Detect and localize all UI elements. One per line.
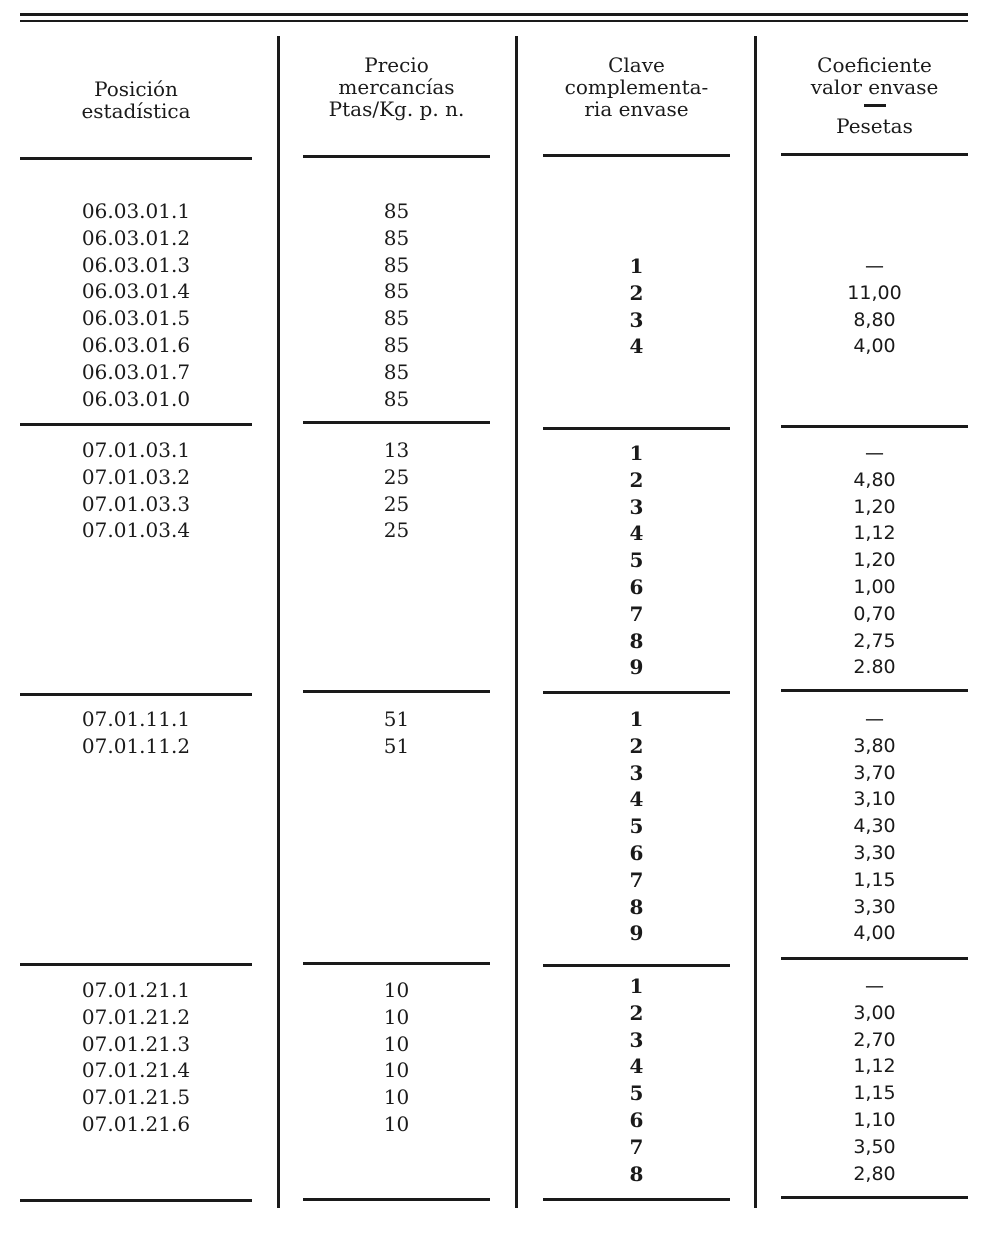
header-rule	[20, 157, 252, 160]
group-rule	[781, 957, 968, 960]
posicion-cell: 07.01.11.1	[81, 707, 191, 731]
coeficiente-cell: 1,00	[853, 575, 896, 598]
coeficiente-cell: 4,80	[853, 468, 896, 491]
coeficiente-cell: 1,12	[853, 522, 896, 545]
posicion-cell: 07.01.03.3	[81, 491, 191, 516]
group-4-coeficiente	[781, 973, 968, 1187]
posicion-cell: 07.01.21.3	[81, 1031, 191, 1056]
posicion-cell: 06.03.01.6	[81, 332, 191, 357]
clave-cell: 9	[629, 921, 644, 946]
group-2-precio	[303, 437, 490, 544]
group-1-coeficiente	[781, 253, 968, 360]
header-rule	[303, 155, 490, 158]
group-4-clave	[543, 973, 730, 1187]
clave-cell: 7	[629, 867, 644, 892]
coeficiente-cell: 4,30	[853, 815, 896, 838]
coeficiente-cell: 3,70	[853, 761, 896, 784]
column-divider	[515, 36, 518, 1208]
precio-cell: 25	[383, 491, 410, 516]
header-rule	[543, 154, 730, 157]
posicion-cell: 07.01.21.6	[81, 1111, 191, 1136]
coeficiente-cell: 3,30	[853, 841, 896, 864]
group-rule	[543, 427, 730, 430]
precio-cell: 13	[383, 438, 410, 462]
group-1-posicion	[20, 198, 252, 412]
group-2-clave	[543, 440, 730, 681]
precio-cell: 25	[383, 464, 410, 489]
coeficiente-cell: 2,80	[853, 1162, 896, 1185]
bottom-rule	[20, 1199, 252, 1202]
coeficiente-cell: 3,00	[853, 1001, 896, 1024]
precio-cell: 10	[383, 1058, 410, 1083]
precio-cell: 85	[383, 279, 410, 304]
coeficiente-cell: 2.80	[853, 656, 896, 679]
group-rule	[20, 963, 252, 966]
coeficiente-cell: 3,30	[853, 895, 896, 918]
clave-cell: 7	[629, 601, 644, 626]
posicion-cell: 07.01.21.5	[81, 1085, 191, 1110]
clave-cell: 1	[629, 974, 644, 998]
precio-cell: 10	[383, 1004, 410, 1029]
posicion-cell: 06.03.01.5	[81, 306, 191, 331]
column-divider	[277, 36, 280, 1208]
posicion-cell: 07.01.03.1	[81, 438, 191, 462]
group-rule	[781, 425, 968, 428]
posicion-cell: 07.01.21.4	[81, 1058, 191, 1083]
precio-cell: 25	[383, 518, 410, 543]
group-rule	[303, 690, 490, 693]
posicion-cell: 06.03.01.7	[81, 359, 191, 384]
clave-cell: 8	[629, 1161, 644, 1186]
coeficiente-cell: 3,80	[853, 734, 896, 757]
precio-cell: 10	[383, 1031, 410, 1056]
posicion-cell: 06.03.01.3	[81, 252, 191, 277]
coeficiente-cell: 3,10	[853, 788, 896, 811]
clave-cell: 2	[629, 733, 644, 758]
group-rule	[543, 964, 730, 967]
clave-cell: 4	[629, 334, 644, 359]
coeficiente-cell: 8,80	[853, 308, 896, 331]
bottom-rule	[303, 1198, 490, 1201]
header-rule	[781, 153, 968, 156]
clave-cell: 5	[629, 548, 644, 573]
clave-cell: 4	[629, 787, 644, 812]
group-rule	[20, 693, 252, 696]
group-rule	[303, 421, 490, 424]
coeficiente-cell: 0,70	[853, 602, 896, 625]
precio-cell: 85	[383, 359, 410, 384]
clave-cell: 3	[629, 307, 644, 332]
header-dash	[864, 104, 886, 107]
coeficiente-cell: 1,15	[853, 1082, 896, 1105]
precio-cell: 10	[383, 1111, 410, 1136]
coeficiente-cell: 1,12	[853, 1055, 896, 1078]
top-rule-thin	[20, 20, 968, 22]
coeficiente-cell: 2,75	[853, 629, 896, 652]
posicion-cell: 06.03.01.0	[81, 386, 191, 411]
clave-cell: 6	[629, 840, 644, 865]
clave-cell: 6	[629, 574, 644, 599]
clave-cell: 1	[629, 707, 644, 731]
group-4-precio	[303, 977, 490, 1138]
clave-cell: 5	[629, 814, 644, 839]
posicion-cell: 06.03.01.1	[81, 199, 191, 223]
group-2-coeficiente	[781, 440, 968, 681]
top-rule	[20, 13, 968, 16]
coeficiente-cell: 1,10	[853, 1108, 896, 1131]
precio-cell: 85	[383, 306, 410, 331]
coeficiente-cell: 4,00	[853, 335, 896, 358]
group-rule	[543, 691, 730, 694]
coeficiente-cell: —	[865, 255, 884, 277]
clave-cell: 3	[629, 1027, 644, 1052]
clave-cell: 1	[629, 254, 644, 278]
coeficiente-cell: 2,70	[853, 1028, 896, 1051]
coeficiente-cell: —	[865, 442, 884, 464]
column-header-posicion: Posición estadística	[81, 77, 191, 123]
posicion-cell: 06.03.01.4	[81, 279, 191, 304]
column-header-clave: Clave complementa- ria envase	[564, 53, 709, 121]
clave-cell: 2	[629, 467, 644, 492]
coeficiente-cell: —	[865, 975, 884, 997]
group-1-precio	[303, 198, 490, 412]
clave-cell: 9	[629, 655, 644, 680]
precio-cell: 85	[383, 199, 410, 223]
coeficiente-cell: 1,20	[853, 495, 896, 518]
group-rule	[303, 962, 490, 965]
precio-cell: 10	[383, 978, 410, 1002]
posicion-cell: 07.01.21.1	[81, 978, 191, 1002]
clave-cell: 4	[629, 521, 644, 546]
column-divider	[754, 36, 757, 1208]
precio-cell: 85	[383, 252, 410, 277]
column-header-coeficiente: Coeficiente valor envase Pesetas	[810, 53, 939, 138]
clave-cell: 5	[629, 1081, 644, 1106]
clave-cell: 2	[629, 280, 644, 305]
group-3-coeficiente	[781, 706, 968, 947]
bottom-rule	[781, 1196, 968, 1199]
posicion-cell: 07.01.03.4	[81, 518, 191, 543]
precio-cell: 10	[383, 1085, 410, 1110]
coeficiente-cell: 4,00	[853, 922, 896, 945]
clave-cell: 7	[629, 1134, 644, 1159]
precio-cell: 51	[383, 733, 410, 758]
coeficiente-cell: 1,20	[853, 549, 896, 572]
group-2-posicion	[20, 437, 252, 544]
group-3-posicion	[20, 706, 252, 760]
group-rule	[20, 423, 252, 426]
bottom-rule	[543, 1198, 730, 1201]
clave-cell: 3	[629, 760, 644, 785]
clave-cell: 8	[629, 628, 644, 653]
precio-cell: 51	[383, 707, 410, 731]
clave-cell: 8	[629, 894, 644, 919]
coeficiente-cell: —	[865, 708, 884, 730]
precio-cell: 85	[383, 386, 410, 411]
posicion-cell: 07.01.21.2	[81, 1004, 191, 1029]
clave-cell: 4	[629, 1054, 644, 1079]
precio-cell: 85	[383, 225, 410, 250]
posicion-cell: 07.01.03.2	[81, 464, 191, 489]
clave-cell: 2	[629, 1000, 644, 1025]
clave-cell: 1	[629, 441, 644, 465]
group-4-posicion	[20, 977, 252, 1138]
clave-cell: 6	[629, 1107, 644, 1132]
coeficiente-cell: 1,15	[853, 868, 896, 891]
group-3-clave	[543, 706, 730, 947]
group-rule	[781, 689, 968, 692]
posicion-cell: 07.01.11.2	[81, 733, 191, 758]
clave-cell: 3	[629, 494, 644, 519]
group-1-clave	[543, 253, 730, 360]
coeficiente-cell: 11,00	[847, 281, 902, 304]
posicion-cell: 06.03.01.2	[81, 225, 191, 250]
column-header-precio: Precio mercancías Ptas/Kg. p. n.	[328, 53, 465, 121]
coeficiente-cell: 3,50	[853, 1135, 896, 1158]
precio-cell: 85	[383, 332, 410, 357]
group-3-precio	[303, 706, 490, 760]
